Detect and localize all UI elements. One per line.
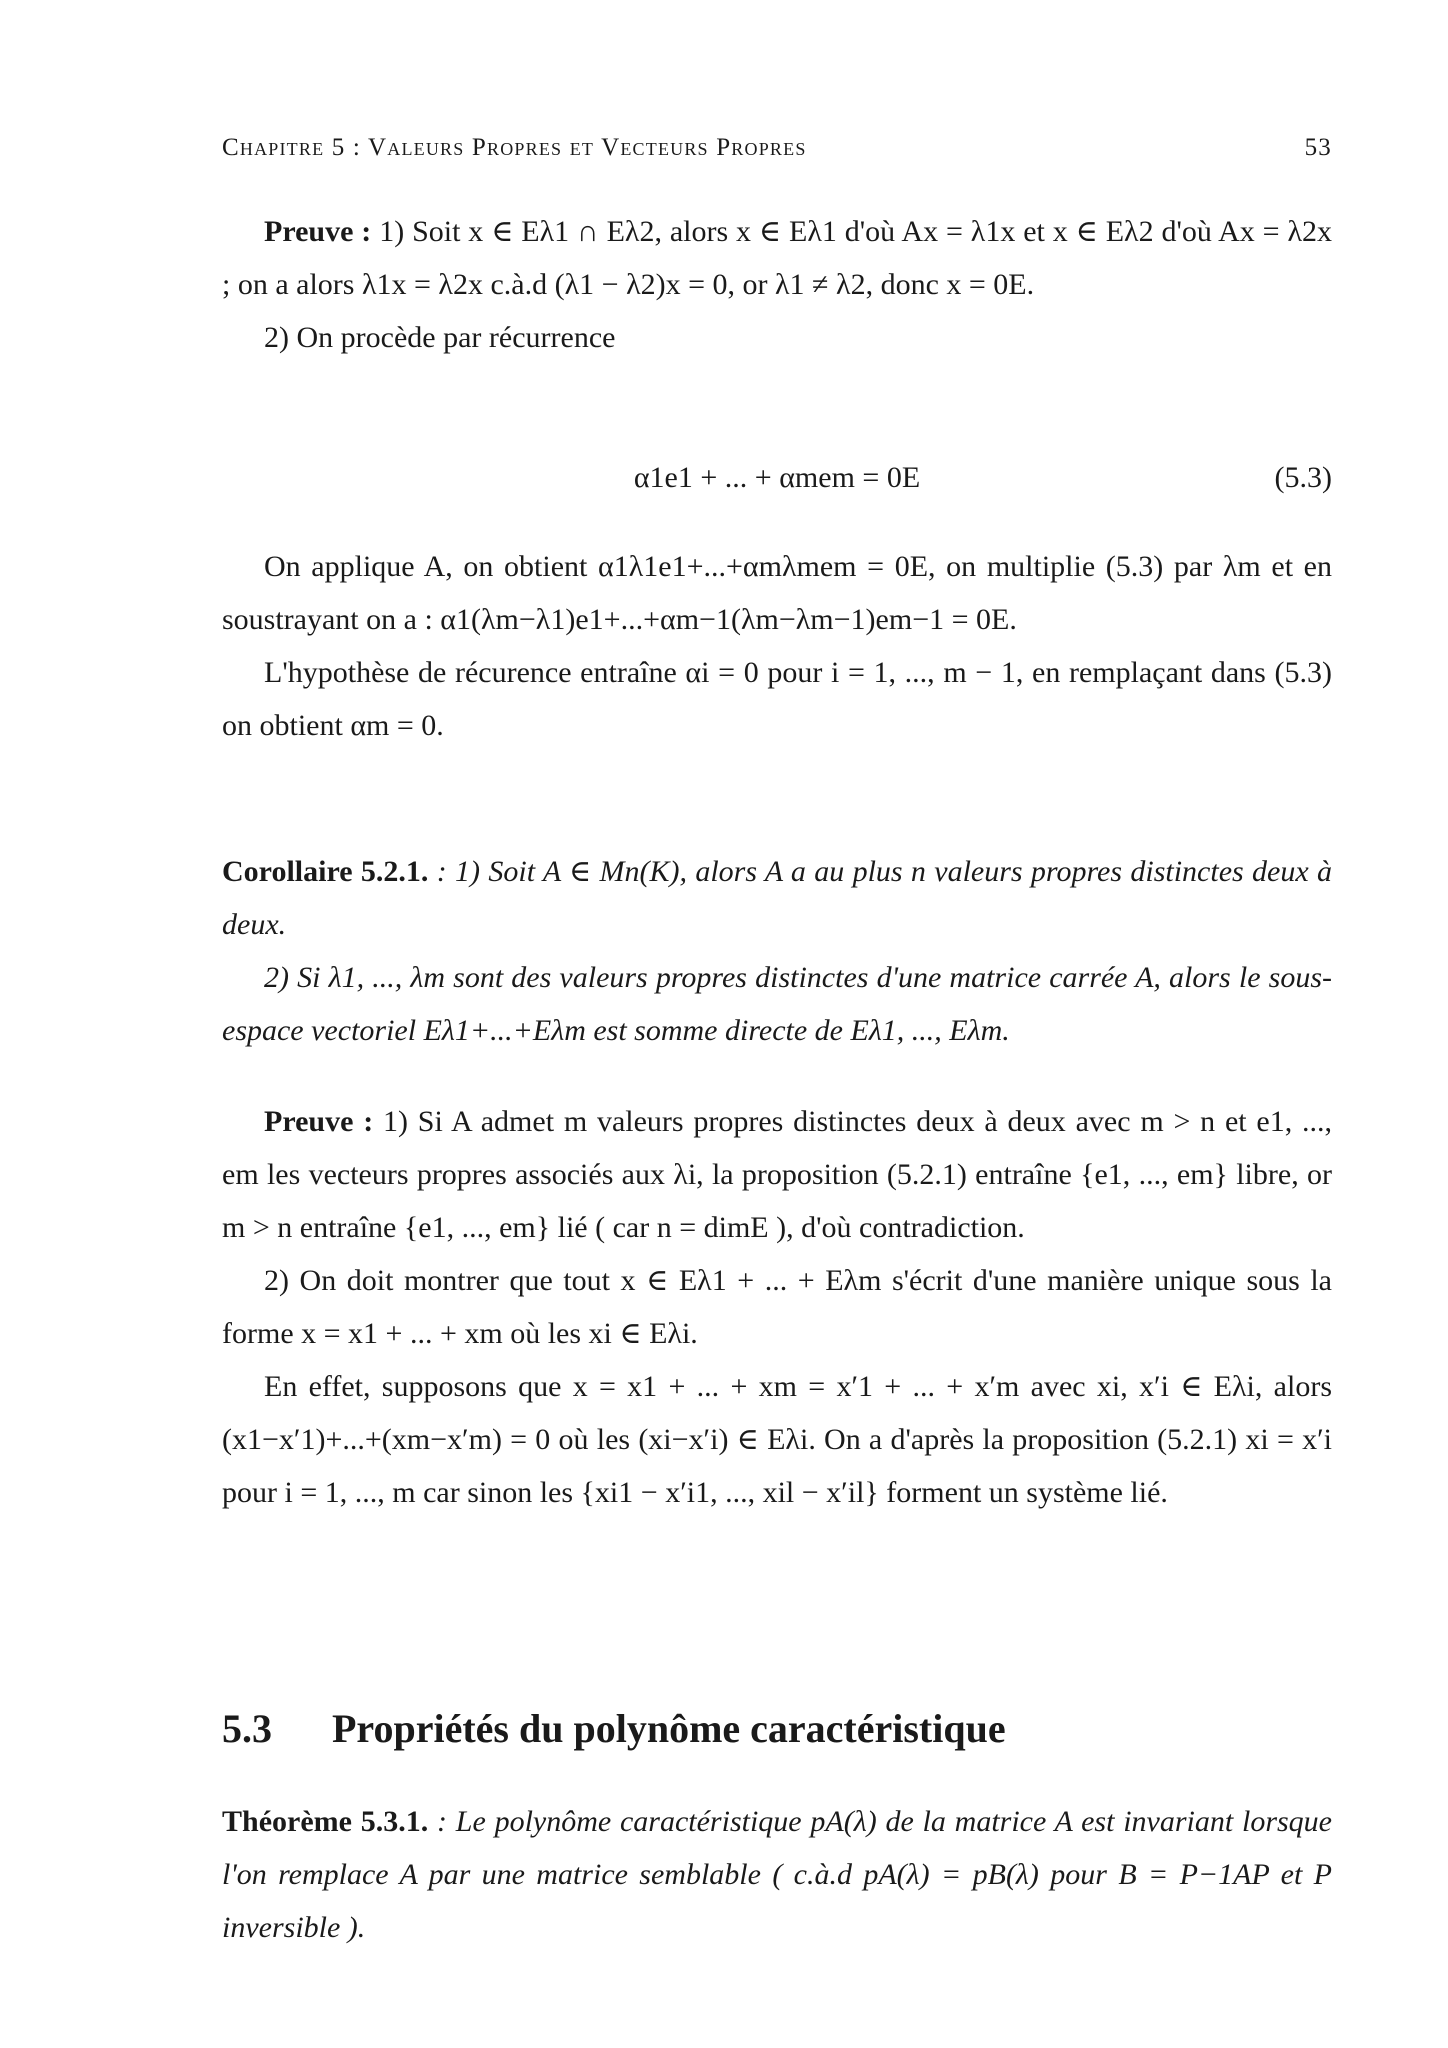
chapter-title: Chapitre 5 : Valeurs Propres et Vecteurs Propres	[222, 134, 807, 161]
section-title: Propriétés du polynôme caractéristique	[332, 1706, 1006, 1751]
equation-number: (5.3)	[1274, 461, 1332, 494]
theorem-label: Théorème 5.3.1.	[222, 1805, 429, 1838]
theorem-text: : Le polynôme caractéristique pA(λ) de la matrice A est invariant lorsque l'on remplace A par une matrice semblable ( c.à.d pA(λ) = pB(λ) pour B = P−1AP et P inversible ).	[222, 1805, 1332, 1944]
proof-2-paragraph-2: 2) On doit montrer que tout x ∈ Eλ1 + ... + Eλm s'écrit d'une manière unique sous la forme x = x1 + ... + xm où les xi ∈ Eλi.	[222, 1264, 1332, 1350]
running-header	[222, 134, 1332, 162]
section-number: 5.3	[222, 1706, 272, 1751]
theorem-5-3-1	[222, 1795, 1332, 1954]
proof-label: Preuve :	[264, 1105, 374, 1138]
proof-2	[222, 1095, 1332, 1519]
section-heading	[222, 1705, 1332, 1752]
proof-label: Preuve :	[264, 215, 372, 248]
proof-1-part-2: 2) On procède par récurrence	[264, 321, 616, 354]
equation-body: α1e1 + ... + αmem = 0E	[633, 461, 921, 494]
proof-1-continued	[222, 540, 1332, 752]
corollary-part-2: 2) Si λ1, ..., λm sont des valeurs propres distinctes d'une matrice carrée A, alors le sous-espace vectoriel Eλ1+...+Eλm est somme directe de Eλ1, ..., Eλm.	[222, 961, 1332, 1047]
equation-5-3	[222, 455, 1332, 515]
proof-1-paragraph-2: L'hypothèse de récurence entraîne αi = 0 pour i = 1, ..., m − 1, en remplaçant dans (5.3) on obtient αm = 0.	[222, 656, 1332, 742]
proof-2-paragraph-1: 1) Si A admet m valeurs propres distinctes deux à deux avec m > n et e1, ..., em les vecteurs propres associés aux λi, la proposition (5.2.1) entraîne {e1, ..., em} libre, or m > n entraîne {e1, ..., em} lié ( car n = dimE ), d'où contradiction.	[222, 1105, 1332, 1244]
corollary-label: Corollaire 5.2.1.	[222, 855, 429, 888]
proof-2-paragraph-3: En effet, supposons que x = x1 + ... + xm = x′1 + ... + x′m avec xi, x′i ∈ Eλi, alors (x1−x′1)+...+(xm−x′m) = 0 où les (xi−x′i) ∈ Eλi. On a d'après la proposition (5.2.1) xi = x′i pour i = 1, ..., m car sinon les {xi1 − x′i1, ..., xil − x′il} forment un système lié.	[222, 1370, 1332, 1509]
proof-1	[222, 205, 1332, 364]
proof-1-paragraph-1: On applique A, on obtient α1λ1e1+...+αmλmem = 0E, on multiplie (5.3) par λm et en soustrayant on a : α1(λm−λ1)e1+...+αm−1(λm−λm−1)em−1 = 0E.	[222, 550, 1332, 636]
corollary-5-2-1	[222, 845, 1332, 1057]
page-number: 53	[1304, 134, 1332, 161]
proof-1-part-1: 1) Soit x ∈ Eλ1 ∩ Eλ2, alors x ∈ Eλ1 d'où Ax = λ1x et x ∈ Eλ2 d'où Ax = λ2x ; on a alors λ1x = λ2x c.à.d (λ1 − λ2)x = 0, or λ1 ≠ λ2, donc x = 0E.	[222, 215, 1333, 301]
corollary-part-1: : 1) Soit A ∈ Mn(K), alors A a au plus n valeurs propres distinctes deux à deux.	[222, 855, 1332, 941]
